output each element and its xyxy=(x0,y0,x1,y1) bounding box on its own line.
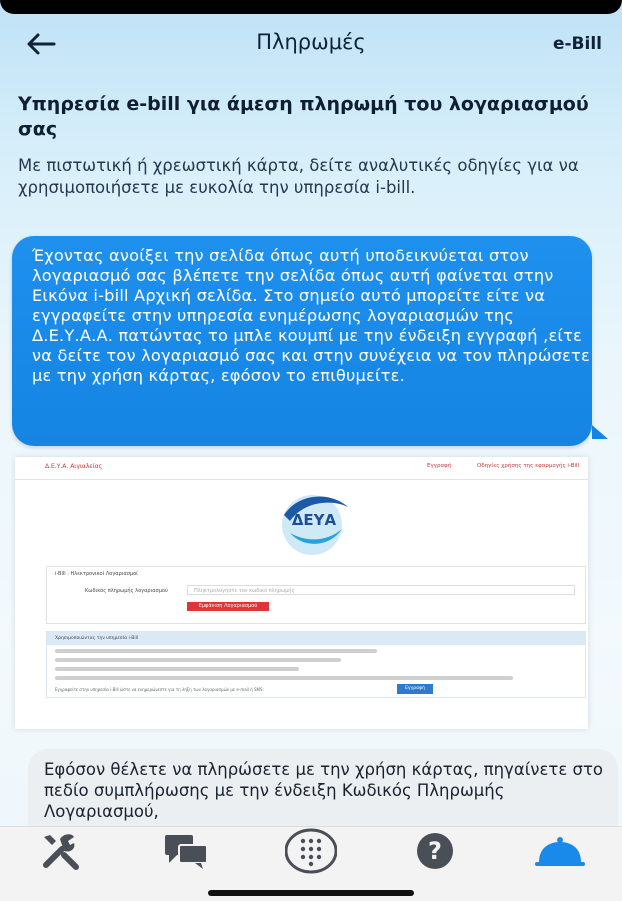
deya-logo xyxy=(268,485,360,557)
nav-item-services[interactable] xyxy=(498,827,622,879)
embed-show-bill-button: Εμφάνιση Λογαριασμού xyxy=(187,602,269,611)
embed-brand: Δ.Ε.Υ.Α. Αιγιαλείας xyxy=(45,463,103,470)
embed-register-link: Εγγραφή xyxy=(427,463,452,469)
section-description: Με πιστωτική ή χρεωστική κάρτα, δείτε αναλυτικές οδηγίες για να χρησιμοποιήσετε με ευκολία την υπηρεσία i-bill. xyxy=(18,156,579,197)
embed-usage-header xyxy=(47,632,585,645)
instruction-bubble-blue xyxy=(12,236,592,446)
embed-usage-text xyxy=(55,649,575,685)
embed-usage-panel xyxy=(46,631,586,698)
svg-text:ΔΕΥΑ: ΔΕΥΑ xyxy=(291,511,337,529)
instruction-text-2: Εφόσον θέλετε να πληρώσετε με την χρήση κάρτας, πηγαίνετε στο πεδίο συμπλήρωσης με την ένδειξη Κωδικός Πληρωμής Λογαριασμού, xyxy=(44,760,604,821)
bubble-tail xyxy=(592,425,608,439)
ebill-link[interactable]: e-Bill xyxy=(552,34,602,54)
embed-bill-panel xyxy=(46,566,586,624)
dialpad-icon xyxy=(285,828,337,878)
nav-item-messages[interactable] xyxy=(124,827,248,879)
tools-icon xyxy=(40,831,84,875)
page-title: Πληρωμές xyxy=(256,30,366,54)
svg-text:?: ? xyxy=(428,837,442,865)
app-bar xyxy=(0,14,622,74)
embed-register-button: Εγγραφή xyxy=(397,684,433,694)
embed-help-link: Οδηγίες χρήσης της εφαρμογής i-Bill xyxy=(477,463,580,469)
home-indicator xyxy=(208,890,414,896)
nav-item-tools[interactable] xyxy=(0,827,124,879)
ibill-screenshot-image xyxy=(15,457,588,729)
instruction-text: Έχοντας ανοίξει την σελίδα όπως αυτή υποδεικνύεται στον λογαριασμό σας βλέπετε την σελίδα όπως αυτή φαίνεται στην Εικόνα i-bill Αρχική σελίδα. Στο σημείο αυτό μπορείτε είτε να εγγραφείτε στην υπηρεσία ενημέρωσης λογαριασμών της Δ.Ε.Υ.Α.Α. πατώντας το μπλε κουμπί με την ένδειξη εγγραφή ,είτε να δείτε τον λογαριασμό σας και στην συνέχεια να τον πληρώσετε με την χρήση κάρτας, εφόσον το επιθυμείτε. xyxy=(32,246,590,385)
help-icon xyxy=(415,831,455,875)
embed-panel-title: i-Bill : Ηλεκτρονικοί Λογαριασμοί xyxy=(55,571,138,577)
nav-item-help[interactable] xyxy=(373,827,497,879)
embed-topbar xyxy=(15,457,588,480)
embed-payment-code-input: Πληκτρολογήστε τον κωδικό πληρωμής xyxy=(187,585,575,595)
service-bell-icon xyxy=(535,834,585,872)
section-headline: Υπηρεσία e-bill για άμεση πληρωμή του λογαριασμού σας xyxy=(18,93,589,140)
nav-item-dialpad[interactable] xyxy=(249,827,373,879)
device-notch xyxy=(0,0,622,14)
embed-field-label: Κωδικός πληρωμής λογαριασμού xyxy=(85,588,168,594)
embed-usage-note: Εγγραφείτε στην υπηρεσία i-Bill ώστε να ενημερώνεστε για τη λήξη των λογαριασμών με e-mail ή SMS: xyxy=(55,687,264,692)
embed-usage-title: Χρησιμοποιώντας την υπηρεσία i-Bill xyxy=(55,636,139,641)
chat-bubbles-icon xyxy=(163,831,209,875)
